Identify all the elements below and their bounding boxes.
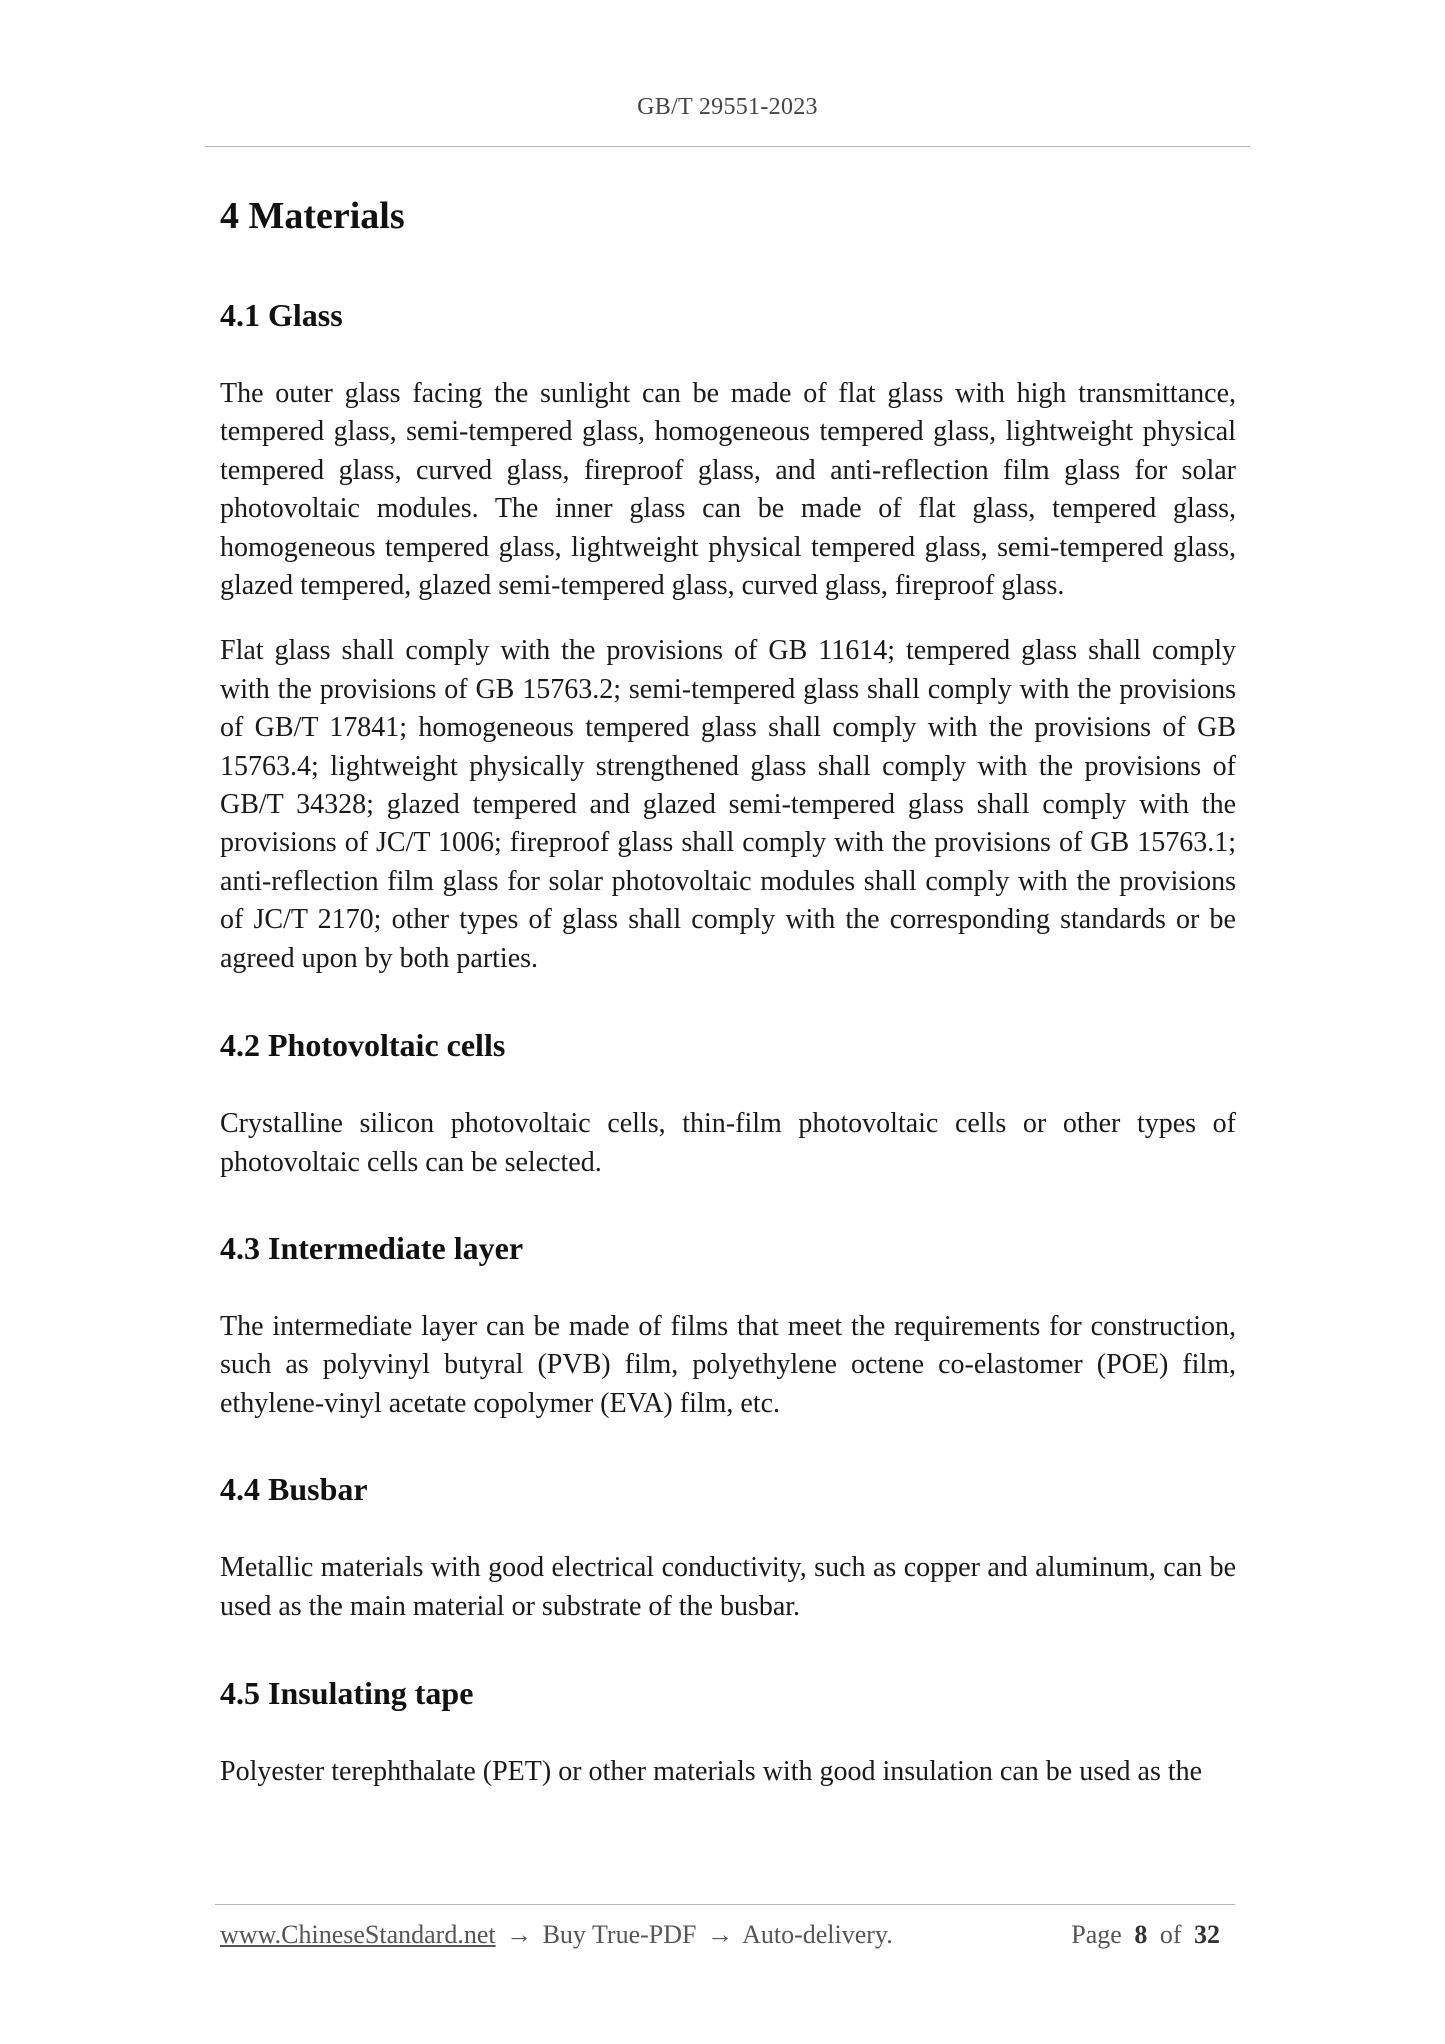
page-of: of (1159, 1920, 1182, 1949)
subsection-heading-insulating-tape: 4.5 Insulating tape (220, 1674, 474, 1711)
page-label: Page (1071, 1920, 1122, 1949)
page-content (220, 186, 1236, 1791)
section-title: 4 Materials (220, 195, 405, 237)
page-current: 8 (1134, 1920, 1148, 1949)
footer-promo (220, 1920, 893, 1950)
paragraph-glass-types: The outer glass facing the sunlight can be made of flat glass with high transmittance, tempered glass, semi-tempered glass, homogeneous tempered glass, lightweight physical tempered glass, curved glass, fireproof glass, and anti-reflection film glass for solar photovoltaic modules. The inner glass can be made of flat glass, tempered glass, homogeneous tempered glass, lightweight physical tempered glass, semi-tempered glass, glazed tempered, glazed semi-tempered glass, curved glass, fireproof glass. (220, 378, 1236, 602)
footer-divider (215, 1904, 1235, 1905)
right-arrow-icon: → (707, 1920, 733, 1949)
document-id: GB/T 29551-2023 (637, 94, 818, 120)
subsection-heading-glass: 4.1 Glass (220, 297, 343, 333)
paragraph-glass-standards: Flat glass shall comply with the provisions of GB 11614; tempered glass shall comply with the provisions of GB 15763.2; semi-tempered glass shall comply with the provisions of GB/T 17841; homogeneous tempered glass shall comply with the provisions of GB 15763.4; lightweight physically strengthened glass shall comply with the provisions of GB/T 34328; glazed tempered and glazed semi-tempered glass shall comply with the provisions of JC/T 1006; fireproof glass shall comply with the provisions of GB 15763.1; anti-reflection film glass for solar photovoltaic modules shall comply with the provisions of JC/T 2170; other types of glass shall comply with the corresponding standards or be agreed upon by both parties. (220, 635, 1236, 974)
buy-text: Buy True-PDF (542, 1920, 697, 1949)
paragraph-photovoltaic-cells: Crystalline silicon photovoltaic cells, thin-film photovoltaic cells or other types of photovoltaic cells can be selected. (220, 1108, 1236, 1178)
right-arrow-icon: → (506, 1920, 533, 1949)
paragraph-insulating-tape: Polyester terephthalate (PET) or other materials with good insulation can be used as the (220, 1755, 1203, 1787)
delivery-text: Auto-delivery. (742, 1920, 893, 1949)
subsection-heading-photovoltaic-cells: 4.2 Photovoltaic cells (220, 1027, 506, 1064)
page-indicator (1071, 1920, 1226, 1950)
page-header (205, 0, 1250, 147)
subsection-heading-intermediate-layer: 4.3 Intermediate layer (220, 1229, 524, 1266)
paragraph-intermediate-layer: The intermediate layer can be made of films that meet the requirements for construction, such as polyvinyl butyral (PVB) film, polyethylene octene co-elastomer (POE) film, ethylene-vinyl acetate copolymer (EVA) film, etc. (220, 1310, 1236, 1419)
page-footer (220, 1920, 1226, 1960)
paragraph-busbar: Metallic materials with good electrical conductivity, such as copper and aluminum, can be used as the main material or substrate of the busbar. (220, 1552, 1236, 1622)
page-total: 32 (1194, 1920, 1220, 1949)
website-link[interactable]: www.ChineseStandard.net (220, 1920, 496, 1949)
subsection-heading-busbar: 4.4 Busbar (220, 1471, 368, 1508)
